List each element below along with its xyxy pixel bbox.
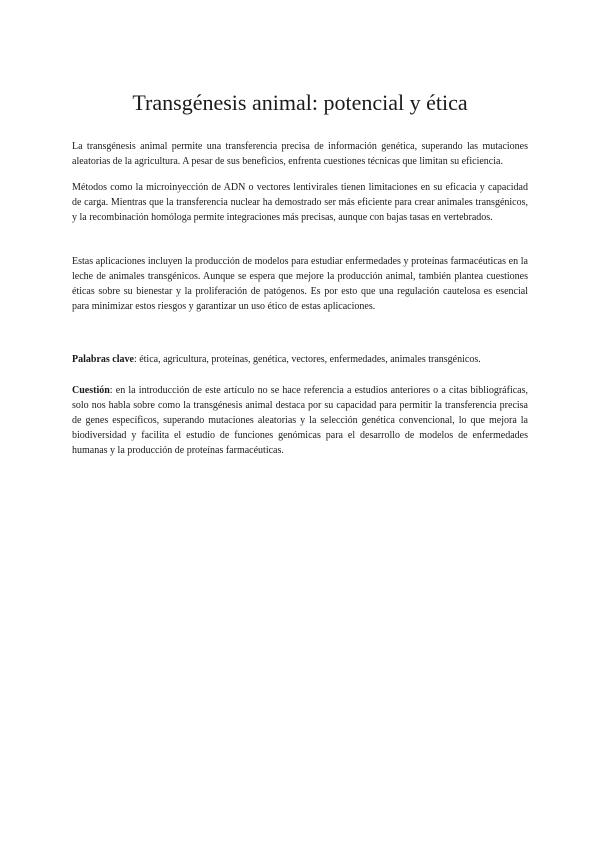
paragraph-methods: Métodos como la microinyección de ADN o vectores lentivirales tienen limitaciones en su eficacia y capacidad de carga. Mientras que la transferencia nuclear ha demostrado ser más eficiente para crear animales transgénicos, y la recombinación homóloga permite integraciones más precisas, aunque con bajas tasas en vertebrados. [72,182,528,223]
keywords-block [72,352,528,367]
keywords-label: Palabras clave [72,354,134,365]
question-block [72,383,528,458]
paragraph-intro: La transgénesis animal permite una transferencia precisa de información genética, superando las mutaciones aleatorias de la agricultura. A pesar de sus beneficios, enfrenta cuestiones técnicas que limitan su eficiencia. [72,141,528,167]
keywords-text: : ética, agricultura, proteínas, genética, vectores, enfermedades, animales transgénicos. [133,354,481,365]
paragraph-applications: Estas aplicaciones incluyen la producción de modelos para estudiar enfermedades y proteínas farmacéuticas en la leche de animales transgénicos. Aunque se espera que mejore la producción animal, también plantea cuestiones éticas sobre su bienestar y la proliferación de patógenos. Es por esto que una regulación cautelosa es esencial para minimizar estos riesgos y garantizar un uso ético de estas aplicaciones. [72,256,528,312]
page-title: Transgénesis animal: potencial y ética [132,90,468,115]
question-text: : en la introducción de este artículo no se hace referencia a estudios anteriores o a citas bibliográficas, solo nos habla sobre como la transgénesis animal destaca por su capacidad para permitir la transferencia precisa de genes específicos, superando mutaciones aleatorias y la selección genética convencional, lo que mejora la biodiversidad y facilita el estudio de funciones genómicas para el desarrollo de modelos de enfermedades humanas y la producción de proteínas farmacéuticas. [72,385,528,456]
question-label: Cuestión [72,385,110,396]
